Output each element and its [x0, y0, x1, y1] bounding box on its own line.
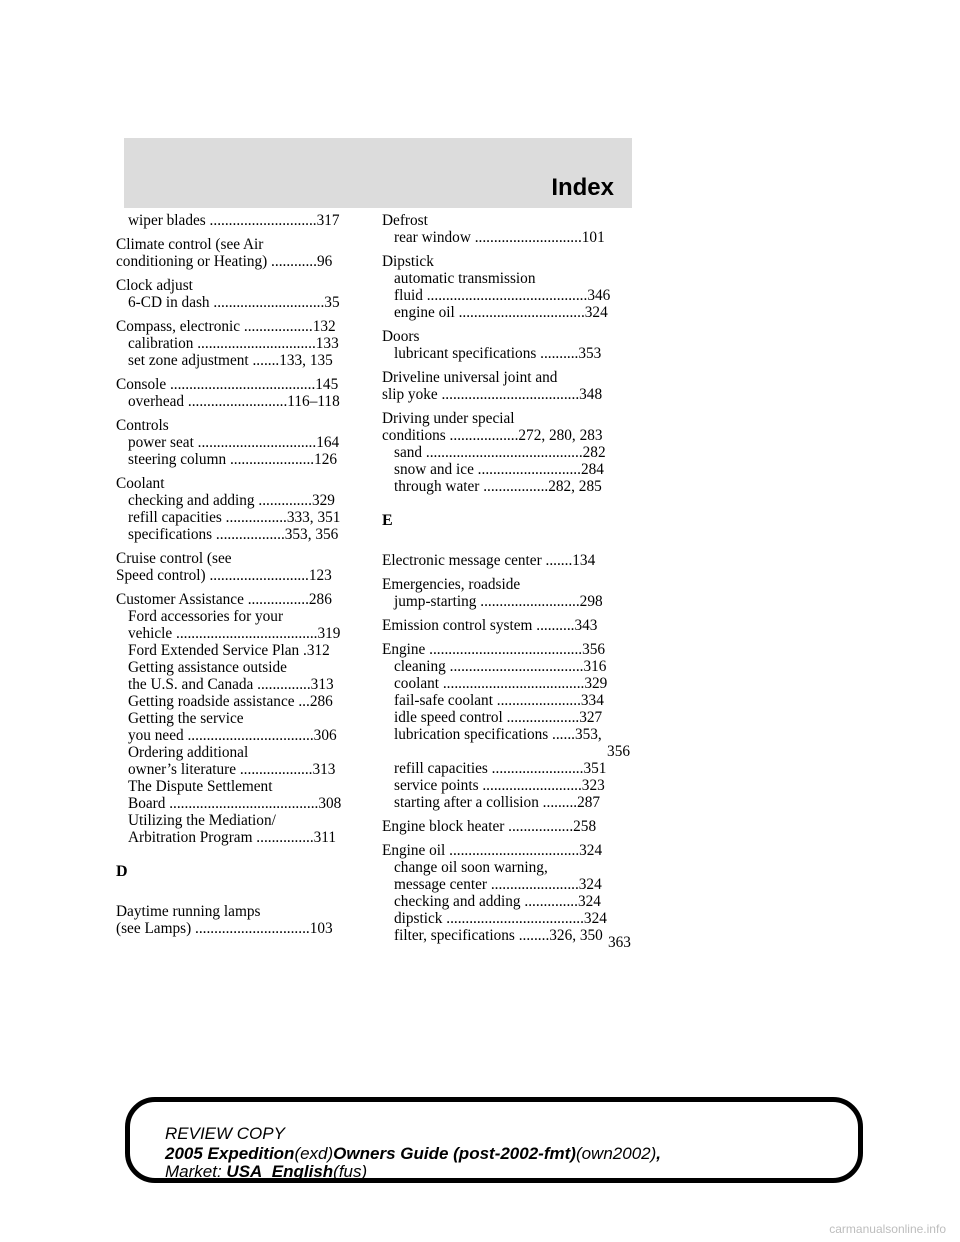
index-entry	[116, 376, 364, 410]
index-entry-line: Engine block heater .................258	[382, 818, 597, 835]
index-entry	[382, 212, 630, 246]
index-subentry-line: refill capacities ........................351	[394, 760, 607, 777]
index-subentry-line: The Dispute Settlement	[128, 778, 273, 795]
page-title: Index	[551, 174, 614, 201]
index-entry-line: Coolant	[116, 475, 165, 492]
index-entry	[116, 475, 364, 543]
index-subentry-line: lubricant specifications ..........353	[394, 345, 602, 362]
index-entry	[382, 617, 630, 634]
watermark-text: carmanualsonline.info	[829, 1222, 946, 1236]
index-entry-line: Console ......................................145	[116, 376, 339, 393]
index-subentry-line: engine oil .................................324	[394, 304, 608, 321]
index-subentry-line: service points ..........................323	[394, 777, 605, 794]
index-column-right	[382, 212, 630, 951]
index-subentry-line: vehicle .....................................319	[128, 625, 341, 642]
index-entry	[382, 818, 630, 835]
index-subentry-line: jump-starting ..........................298	[394, 593, 603, 610]
index-entry-line: Climate control (see Air	[116, 236, 264, 253]
index-subentry-line: 6-CD in dash .............................35	[128, 294, 340, 311]
index-entry	[382, 641, 630, 811]
market-name: USA_English	[226, 1162, 334, 1181]
index-entry	[116, 212, 364, 229]
index-subentry-line: Arbitration Program ...............311	[128, 829, 337, 846]
comma: ,	[656, 1144, 661, 1163]
index-subentry-line: snow and ice ...........................284	[394, 461, 604, 478]
index-column-left	[116, 212, 364, 944]
index-entry	[382, 576, 630, 610]
index-subentry-line: Getting assistance outside	[128, 659, 287, 676]
index-entry-line: Engine ........................................356	[382, 641, 606, 658]
index-subentry-line: power seat ...............................164	[128, 434, 340, 451]
index-subentry-line: sand .........................................282	[394, 444, 606, 461]
index-subentry-line: Ordering additional	[128, 744, 249, 761]
guide-name: Owners Guide (post-2002-fmt)	[333, 1144, 576, 1163]
guide-code: (own2002)	[575, 1144, 657, 1163]
index-subentry-line: fluid ..........................................346	[394, 287, 611, 304]
index-subentry-line: Board .......................................308	[128, 795, 342, 812]
index-subentry-line: checking and adding ..............324	[394, 893, 601, 910]
index-subentry-line: specifications ..................353, 356	[128, 526, 339, 543]
index-subentry-line: through water .................282, 285	[394, 478, 602, 495]
index-entry-line: Driveline universal joint and	[382, 369, 558, 386]
index-entry	[116, 318, 364, 369]
index-entry	[116, 591, 364, 846]
index-subentry-line: rear window ............................101	[394, 229, 605, 246]
index-entry-line: Controls	[116, 417, 169, 434]
index-subentry-line: you need .................................306	[128, 727, 337, 744]
index-letter-heading: E	[382, 512, 393, 529]
index-subentry-line: automatic transmission	[394, 270, 536, 287]
index-subentry-line: Getting the service	[128, 710, 244, 727]
index-entry-line: Daytime running lamps	[116, 903, 261, 920]
index-letter-heading: D	[116, 863, 128, 880]
index-subentry-line: steering column ......................126	[128, 451, 338, 468]
index-subentry-line: dipstick ....................................324	[394, 910, 607, 927]
index-entry-line: conditions ..................272, 280, 283	[382, 427, 603, 444]
market-code: (fus)	[333, 1162, 368, 1181]
index-entry-line: Engine oil ..................................324	[382, 842, 603, 859]
index-entry-line: Dipstick	[382, 253, 434, 270]
index-entry	[382, 842, 630, 944]
index-entry-line: Cruise control (see	[116, 550, 232, 567]
index-subentry-line: idle speed control ...................327	[394, 709, 603, 726]
index-subentry-line: fail-safe coolant ......................334	[394, 692, 604, 709]
index-entry	[116, 236, 364, 270]
index-subentry-line: checking and adding ..............329	[128, 492, 335, 509]
index-subentry-line: the U.S. and Canada ..............313	[128, 676, 334, 693]
index-entry-line: Electronic message center .......134	[382, 552, 596, 569]
index-subentry-line: coolant .....................................329	[394, 675, 608, 692]
index-entry	[116, 550, 364, 584]
header-band	[124, 138, 632, 208]
index-entry	[382, 369, 630, 403]
index-entry-line: Clock adjust	[116, 277, 193, 294]
index-subentry-line: refill capacities ................333, 351	[128, 509, 341, 526]
review-copy-model-line	[165, 1144, 661, 1164]
model-name: 2005 Expedition	[165, 1144, 295, 1163]
index-entry-line: slip yoke ....................................348	[382, 386, 603, 403]
index-entry-line: Defrost	[382, 212, 428, 229]
index-subentry-line: change oil soon warning,	[394, 859, 548, 876]
index-entry	[382, 552, 630, 569]
index-subentry-line: calibration ...............................133	[128, 335, 339, 352]
index-entry	[382, 253, 630, 321]
index-subentry-line: filter, specifications ........326, 350	[394, 927, 603, 944]
index-entry-line: Emergencies, roadside	[382, 576, 521, 593]
index-subentry-line: Utilizing the Mediation/	[128, 812, 276, 829]
index-entry-line: Emission control system ..........343	[382, 617, 598, 634]
review-copy-market-line	[165, 1162, 367, 1182]
index-subentry-line: overhead ..........................116–118	[128, 393, 340, 410]
index-entry	[382, 328, 630, 362]
index-entry-line: conditioning or Heating) ............96	[116, 253, 333, 270]
index-entry	[116, 277, 364, 311]
index-entry-line: Doors	[382, 328, 420, 345]
index-subentry-line: wiper blades ............................317	[128, 212, 340, 229]
index-entry-line: Customer Assistance ................286	[116, 591, 332, 608]
index-entry	[116, 903, 364, 937]
index-entry-line: Speed control) ..........................123	[116, 567, 332, 584]
index-subentry-line: lubrication specifications ......353,	[394, 726, 602, 743]
index-entry-line: 356	[607, 743, 630, 760]
page-number: 363	[608, 934, 631, 951]
index-subentry-line: Getting roadside assistance ...286	[128, 693, 333, 710]
index-subentry-line: message center .......................324	[394, 876, 602, 893]
review-copy-label: REVIEW COPY	[165, 1124, 285, 1143]
index-entry	[382, 410, 630, 495]
index-subentry-line: owner’s literature ...................313	[128, 761, 336, 778]
index-entry-line: (see Lamps) ..............................103	[116, 920, 333, 937]
index-entry-line: Driving under special	[382, 410, 515, 427]
market-label: Market:	[165, 1162, 222, 1181]
index-entry-line: Compass, electronic ..................132	[116, 318, 336, 335]
index-subentry-line: cleaning ...................................316	[394, 658, 607, 675]
model-code: (exd)	[294, 1144, 334, 1163]
index-entry	[116, 417, 364, 468]
index-subentry-line: Ford accessories for your	[128, 608, 284, 625]
index-subentry-line: Ford Extended Service Plan .312	[128, 642, 330, 659]
index-subentry-line: starting after a collision .........287	[394, 794, 601, 811]
index-subentry-line: set zone adjustment .......133, 135	[128, 352, 333, 369]
